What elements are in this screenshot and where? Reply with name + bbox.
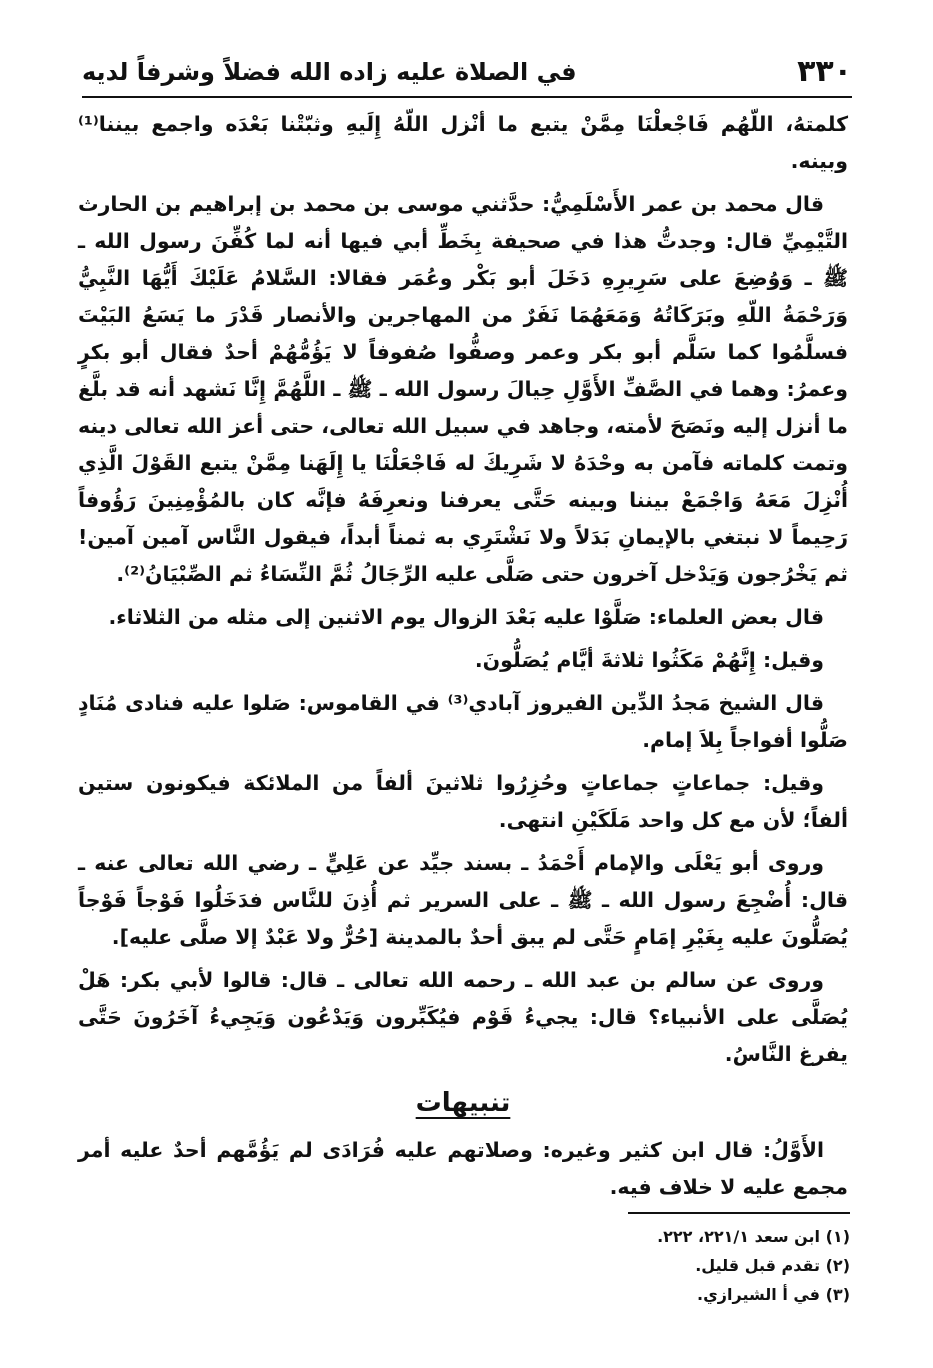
paragraph-5: قال الشيخ مَجدُ الدِّين الفيروز آبادي⁽³⁾ في القاموس: صَلوا عليه فنادى مُنَادٍ صَلُّوا أفواجاً بِلاَ إمام. xyxy=(78,691,848,752)
section-paragraph: الأَوَّلُ: قال ابن كثير وغيره: وصلاتهم عليه فُرَادَى لم يَؤُمَّهم أحدٌ عليه أمر مجمع عليه لا خلاف فيه. xyxy=(78,1138,848,1199)
paragraph-3: قال بعض العلماء: صَلَّوْا عليه بَعْدَ الزوال يوم الاثنين إلى مثله من الثلاثاء. xyxy=(108,605,824,629)
footnote-1: (١) ابن سعد ٢٢١/١، ٢٢٢. xyxy=(657,1227,850,1246)
paragraph-7: وروى أبو يَعْلَى والإمام أَحْمَدُ ـ بسند جيِّد عن عَلِيٍّ ـ رضي الله تعالى عنه ـ قال: أُضْجِعَ رسول الله ـ ﷺ ـ على السرير ثم أُذِنَ للنَّاس فدَخَلُوا فَوْجاً فَوْجاً يُصَلُّونَ عليه بِغَيْرِ إمَامٍ حَتَّى لم يبق أحدٌ بالمدينة [حُرٌّ ولا عَبْدٌ إلا صلَّى عليه]. xyxy=(78,851,848,949)
page-number: ٣٣٠ xyxy=(797,54,852,89)
header-rule xyxy=(82,96,852,98)
main-text xyxy=(78,106,848,1212)
footnotes xyxy=(480,1222,850,1309)
running-title: في الصلاة عليه زاده الله فضلاً وشرفاً لديه xyxy=(82,58,577,86)
paragraph-2: قال محمد بن عمر الأَسْلَمِيُّ: حدَّثني موسى بن محمد بن إبراهيم بن الحارث التَّيْمِيِّ قال: وجدتُّ هذا في صحيفة بِخَطِّ أبي فيها أنه لما كُفِّنَ رسول الله ـ ﷺ ـ وَوُضِعَ على سَرِيرِهِ دَخَلَ أبو بَكْر وعُمَر فقالا: السَّلامُ عَلَيْكَ أَيُّهَا النَّبِيُّ وَرَحْمَةُ اللّهِ وبَرَكَاتُهُ وَمَعَهُمَا نَفَرٌ من المهاجرين والأنصار قَدْرَ ما يَسَعُ البَيْتَ فسلَّمُوا كما سَلَّم أبو بكر وعمر وصفُّوا صُفوفاً لا يَؤُمُّهُمْ أحدٌ فقال أبو بكرٍ وعمرُ: وهما في الصَّفِّ الأَوَّلِ حِيالَ رسول الله ـ ﷺ ـ اللَّهُمَّ إِنَّا نَشهد أنه قد بلَّغ ما أنزل إليه ونَصَحَ لأمته، وجاهد في سبيل الله تعالى، حتى أعز الله تعالى دينه وتمت كلماته فآمن به وحْدَهُ لا شَرِيكَ له فَاجْعَلْنَا يا إِلَهَنا مِمَّنْ يتبع القَوْلَ الَّذِي أُنْزِلَ مَعَهُ وَاجْمَعْ بيننا وبينه حَتَّى يعرفنا ونعرِفَهُ فإنَّه كان بالمُؤْمِنِينَ رَؤُوفاً رَحِيماً لا نبتغي بالإيمانِ بَدَلاً ولا نَشْتَرِي به ثمناً أبداً، فيقول النَّاس آمين آمين! ثم يَخْرُجون وَيَدْخل آخرون حتى صَلَّى عليه الرِّجَالُ ثُمَّ النِّسَاءُ ثم الصِّبْيَانُ⁽²⁾. xyxy=(77,192,848,586)
footnote-3: (٣) في أ الشيرازي. xyxy=(697,1285,850,1304)
section-heading: تنبيهات xyxy=(415,1088,511,1118)
page-header xyxy=(82,46,852,96)
paragraph-6: وقيل: جماعاتٍ جماعاتٍ وحُزِرُوا ثلاثينَ ألفاً من الملائكة فيكونون ستين ألفاً؛ لأن مع كل واحد مَلَكَيْنِ انتهى. xyxy=(78,771,848,832)
paragraph-1: كلمتهُ، اللّهُم فَاجْعلْنَا مِمَّنْ يتبع ما أنْزل اللّهُ إِلَيهِ وثبّتْنا بَعْدَه واجمع بيننا⁽¹⁾ وبينه. xyxy=(78,112,848,173)
footnote-rule xyxy=(628,1212,850,1214)
footnote-2: (٢) تقدم قبل قليل. xyxy=(695,1256,850,1275)
paragraph-4: وقيل: إِنَّهُمْ مَكَثُوا ثلاثةَ أيَّام يُصَلُّونَ. xyxy=(474,648,824,672)
paragraph-8: وروى عن سالم بن عبد الله ـ رحمه الله تعالى ـ قال: قالوا لأبي بكر: هَلْ يُصَلَّى على الأنبياء؟ قال: يجيءُ قَوْم فيُكَبِّرون وَيَدْعُون وَيَجِيءُ آخَرُونَ حَتَّى يفرغ النَّاسُ. xyxy=(78,968,848,1066)
